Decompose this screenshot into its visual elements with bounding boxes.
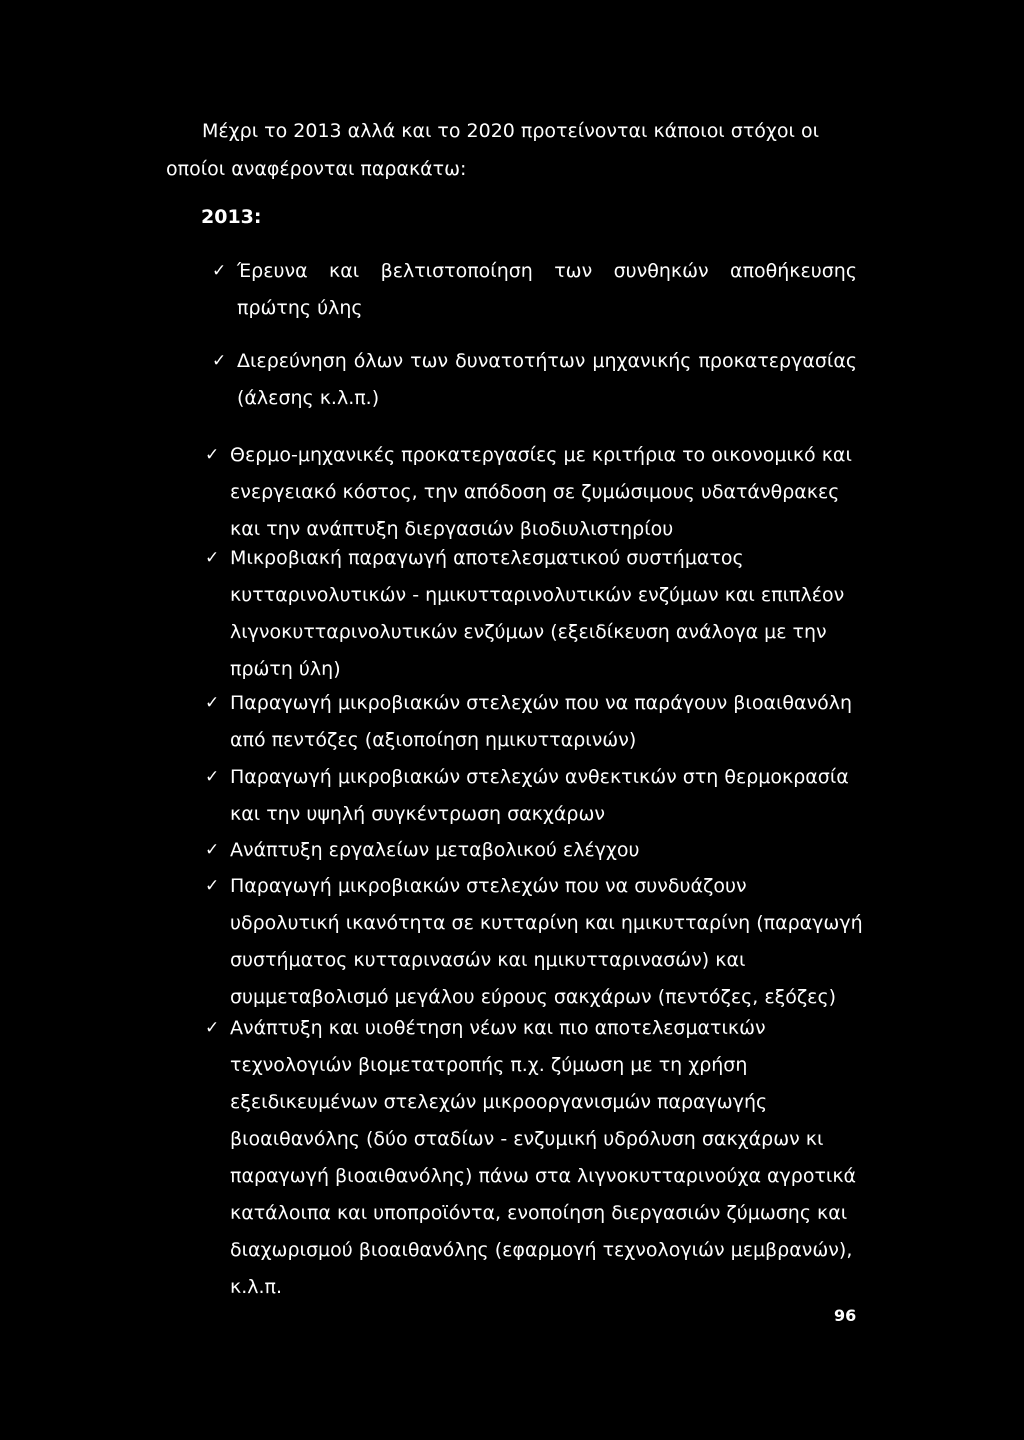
checkmark-icon: ✓ (205, 1018, 220, 1038)
checkmark-icon: ✓ (205, 876, 220, 896)
item-line: συστήματος κυτταρινασών και ημικυτταρινασών) και (230, 949, 746, 971)
checkmark-icon: ✓ (212, 351, 227, 371)
item-line: διαχωρισμού βιοαιθανόλης (εφαρμογή τεχνολογιών μεμβρανών), (230, 1239, 853, 1261)
intro-line-1: Μέχρι το 2013 αλλά και το 2020 προτείνονται κάποιοι στόχοι οι (202, 120, 820, 142)
item-line: ενεργειακό κόστος, την απόδοση σε ζυμώσιμους υδατάνθρακες (230, 481, 840, 503)
item-line: Μικροβιακή παραγωγή αποτελεσματικού συστήματος (230, 547, 744, 569)
checkmark-icon: ✓ (205, 548, 220, 568)
page-number: 96 (834, 1306, 857, 1325)
list-item (212, 253, 857, 327)
item-line: Παραγωγή μικροβιακών στελεχών ανθεκτικών στη θερμοκρασία (230, 766, 849, 788)
item-line: βιοαιθανόλης (δύο σταδίων - ενζυμική υδρόλυση σακχάρων κι (230, 1128, 824, 1150)
item-line: κ.λ.π. (230, 1276, 282, 1298)
list-item (205, 759, 870, 833)
item-line: Έρευνα και βελτιστοποίηση των συνθηκών αποθήκευσης (237, 260, 857, 282)
item-line: και την υψηλή συγκέντρωση σακχάρων (230, 803, 605, 825)
item-line: Διερεύνηση όλων των δυνατοτήτων μηχανικής προκατεργασίας (237, 350, 857, 372)
list-item (205, 540, 870, 688)
list-item (205, 868, 870, 1016)
list-item (205, 1010, 870, 1306)
intro-paragraph (166, 112, 866, 188)
item-line: Θερμο-μηχανικές προκατεργασίες με κριτήρια το οικονομικό και (230, 444, 852, 466)
item-line: λιγνοκυτταρινολυτικών ενζύμων (εξειδίκευση ανάλογα με την (230, 621, 827, 643)
item-line: υδρολυτική ικανότητα σε κυτταρίνη και ημικυτταρίνη (παραγωγή (230, 912, 863, 934)
item-line: τεχνολογιών βιομετατροπής π.χ. ζύμωση με τη χρήση (230, 1054, 748, 1076)
item-line: Παραγωγή μικροβιακών στελεχών που να παράγουν βιοαιθανόλη (230, 692, 853, 714)
intro-line-2: οποίοι αναφέρονται παρακάτω: (166, 158, 467, 180)
item-line: πρώτη ύλη) (230, 658, 341, 680)
item-line: από πεντόζες (αξιοποίηση ημικυτταρινών) (230, 729, 637, 751)
item-line: Ανάπτυξη και υιοθέτηση νέων και πιο αποτελεσματικών (230, 1017, 766, 1039)
list-item (205, 437, 870, 548)
checkmark-icon: ✓ (205, 767, 220, 787)
item-line: εξειδικευμένων στελεχών μικροοργανισμών παραγωγής (230, 1091, 768, 1113)
checkmark-icon: ✓ (212, 261, 227, 281)
list-item (205, 685, 870, 759)
item-line: (άλεσης κ.λ.π.) (237, 387, 380, 409)
list-item (205, 832, 870, 869)
item-line: και την ανάπτυξη διεργασιών βιοδιυλιστηρίου (230, 518, 674, 540)
item-line: συμμεταβολισμό μεγάλου εύρους σακχάρων (πεντόζες, εξόζες) (230, 986, 837, 1008)
list-item (212, 343, 857, 417)
year-heading: 2013: (201, 206, 262, 228)
item-line: Ανάπτυξη εργαλείων μεταβολικού ελέγχου (230, 839, 640, 861)
item-line: κυτταρινολυτικών - ημικυτταρινολυτικών ενζύμων και επιπλέον (230, 584, 845, 606)
checkmark-icon: ✓ (205, 840, 220, 860)
item-line: κατάλοιπα και υποπροϊόντα, ενοποίηση διεργασιών ζύμωσης και (230, 1202, 848, 1224)
checkmark-icon: ✓ (205, 445, 220, 465)
item-line: Παραγωγή μικροβιακών στελεχών που να συνδυάζουν (230, 875, 747, 897)
checkmark-icon: ✓ (205, 693, 220, 713)
item-line: πρώτης ύλης (237, 297, 363, 319)
item-line: παραγωγή βιοαιθανόλης) πάνω στα λιγνοκυτταρινούχα αγροτικά (230, 1165, 857, 1187)
